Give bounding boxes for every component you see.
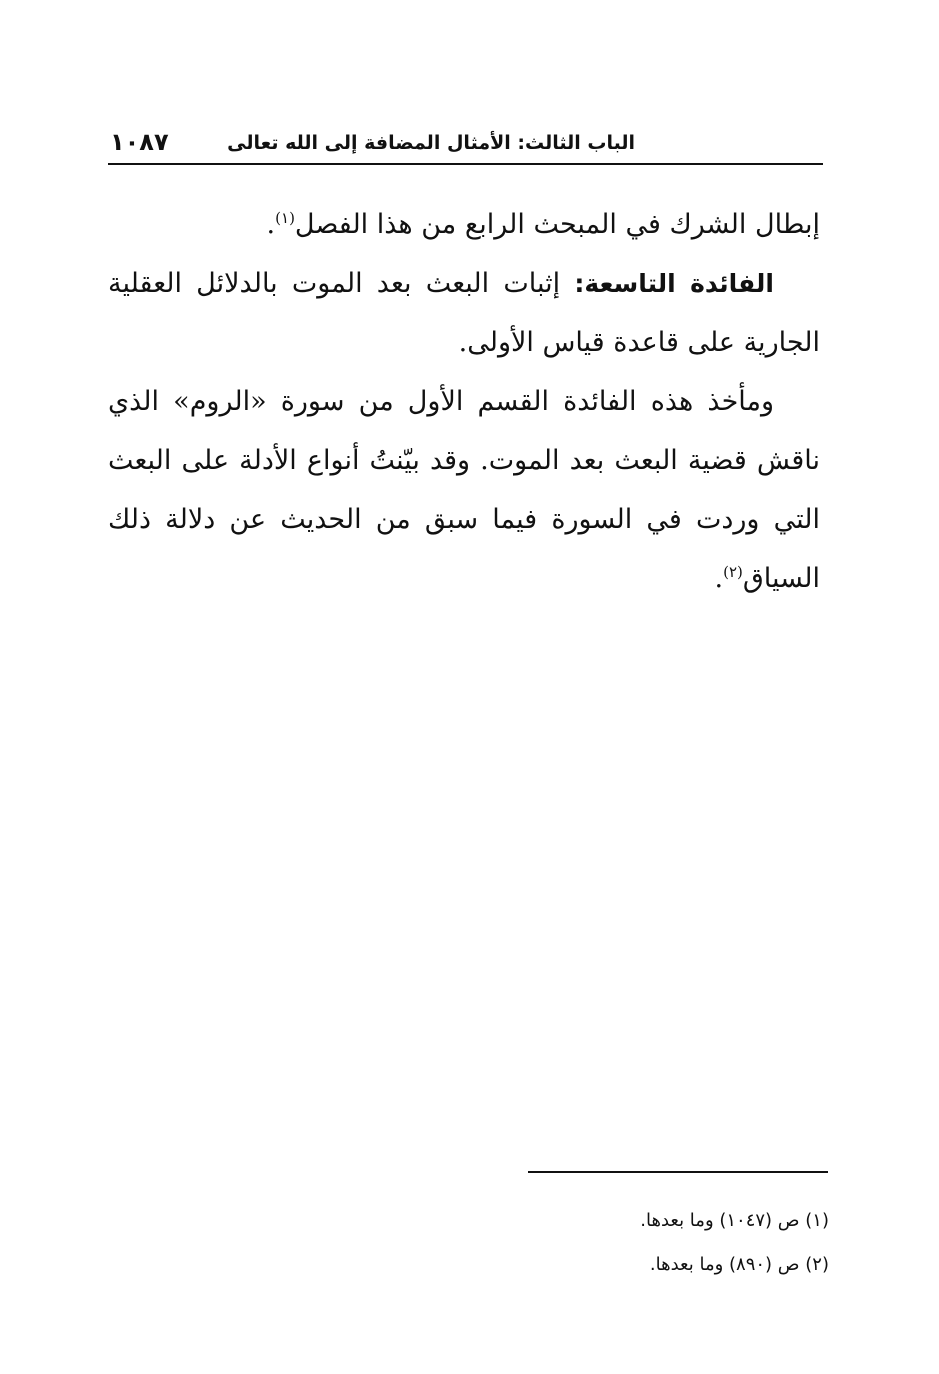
footnotes: [429, 1199, 829, 1287]
paragraph-1: [108, 195, 820, 254]
running-header: [108, 128, 823, 164]
paragraph-3-text: ومأخذ هذه الفائدة القسم الأول من سورة «الروم» الذي ناقش قضية البعث بعد الموت. وقد بيّنتُ أنواع الأدلة على البعث التي وردت في السورة فيما سبق من الحديث عن دلالة ذلك السياق: [108, 386, 820, 594]
paragraph-3: [108, 372, 820, 608]
paragraph-1-end: .: [266, 209, 276, 240]
paragraph-1-text: إبطال الشرك في المبحث الرابع من هذا الفصل: [294, 209, 820, 240]
paragraph-2: [108, 254, 820, 372]
footnote-2: (٢) ص (٨٩٠) وما بعدها.: [649, 1254, 829, 1275]
running-title: الباب الثالث: الأمثال المضافة إلى الله تعالى: [227, 132, 635, 154]
paragraph-3-end: .: [714, 563, 724, 594]
footnote-1: (١) ص (١٠٤٧) وما بعدها.: [640, 1210, 829, 1231]
page-number: ١٠٨٧: [110, 128, 169, 156]
footnote-ref-2[interactable]: (٢): [723, 563, 743, 581]
paragraph-2-text: إثبات البعث بعد الموت بالدلائل العقلية الجارية على قاعدة قياس الأولى.: [108, 268, 820, 358]
main-text: [108, 195, 820, 608]
footnote-ref-1[interactable]: (١): [275, 209, 295, 227]
section-label: الفائدة التاسعة:: [574, 269, 774, 298]
header-rule: [108, 163, 823, 165]
footnote-rule: [528, 1171, 828, 1173]
